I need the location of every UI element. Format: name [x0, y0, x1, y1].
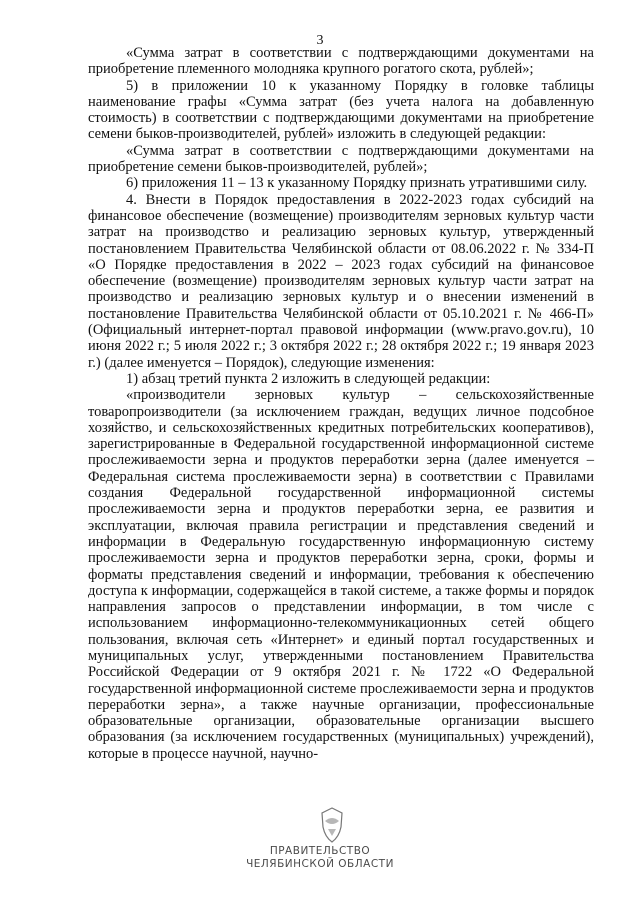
document-body: [88, 45, 594, 762]
paragraph-grain-producers-definition: «производители зерновых культур – сельскохозяйственные товаропроизводители (за исключением граждан, ведущих личное подсобное хозяйство, и сельскохозяйственных кредитных потребительских кооперативов), зарегистрированные в Федеральной государственной информационной системе прослеживаемости зерна и продуктов переработки зерна (далее именуется – Федеральная система прослеживаемости зерна) в соответствии с Правилами создания Федеральной государственной информационной системы прослеживаемости зерна и продуктов переработки зерна, ее развития и эксплуатации, включая правила регистрации и представления сведений и информации в Федеральную государственную информационную систему прослеживаемости зерна и продуктов переработки зерна, сроки, формы и форматы представления сведений и информации, требования к обеспечению доступа к информации, содержащейся в такой системе, а также формы и порядок направления запросов о представлении информации, в том числе с использованием информационно-телекоммуникационных сетей общего пользования, включая сеть «Интернет» и единый портал государственных и муниципальных услуг, утвержденными постановлением Правительства Российской Федерации от 9 октября 2021 г. № 1722 «О Федеральной государственной информационной системе прослеживаемости зерна и продуктов переработки зерна», а также научные организации, профессиональные образовательные организации, образовательные организации высшего образования (за исключением государственных (муниципальных) учреждений), которые в процессе научной, научно-: [88, 387, 594, 762]
footer-line-government: ПРАВИТЕЛЬСТВО: [269, 845, 371, 857]
paragraph-section-4: 4. Внести в Порядок предоставления в 2022-2023 годах субсидий на финансовое обеспечение (возмещение) производителям зерновых культур части затрат на производство и реализацию зерновых культур, утвержденный постановлением Правительства Челябинской области от 08.06.2022 г. № 334-П «О Порядке предоставления в 2022 – 2023 годах субсидий на финансовое обеспечение (возмещение) производителям зерновых культур части затрат на производство и реализацию зерновых культур и о внесении изменений в постановление Правительства Челябинской области от 05.10.2021 г. № 466-П» (Официальный интернет-портал правовой информации (www.pravo.gov.ru), 10 июня 2022 г.; 5 июля 2022 г.; 3 октября 2022 г.; 28 октября 2022 г.; 19 января 2023 г.) (далее именуется – Порядок), следующие изменения:: [88, 191, 594, 371]
paragraph-quote-semen: «Сумма затрат в соответствии с подтверждающими документами на приобретение семени быков-производителей, рублей»;: [88, 142, 594, 176]
coat-of-arms-icon: [312, 805, 352, 845]
footer-line-region: ЧЕЛЯБИНСКОЙ ОБЛАСТИ: [246, 858, 394, 870]
paragraph-item-6: 6) приложения 11 – 13 к указанному Порядку признать утратившими силу.: [126, 175, 588, 192]
page-number: 3: [316, 33, 324, 48]
paragraph-item-5: 5) в приложении 10 к указанному Порядку в головке таблицы наименование графы «Сумма затрат (без учета налога на добавленную стоимость) в соответствии с подтверждающими документами на приобретение семени быков-производителей, рублей» изложить в следующей редакции:: [88, 77, 594, 143]
paragraph-subitem-1: 1) абзац третий пункта 2 изложить в следующей редакции:: [126, 370, 491, 387]
paragraph-quote-livestock: «Сумма затрат в соответствии с подтверждающими документами на приобретение племенного молодняка крупного рогатого скота, рублей»;: [88, 45, 594, 78]
